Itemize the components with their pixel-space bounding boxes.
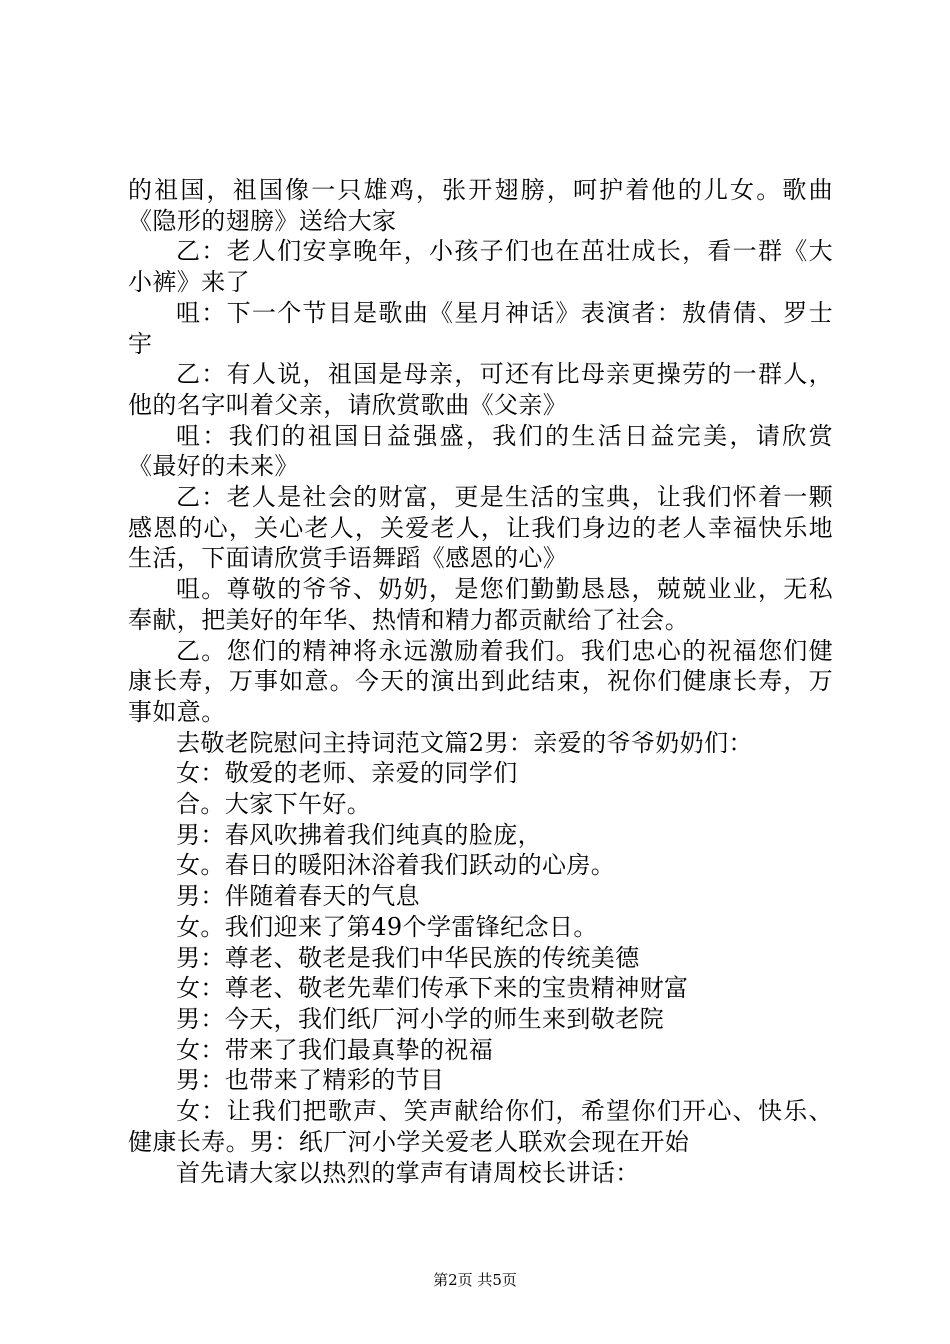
paragraph: 的祖国，祖国像一只雄鸡，张开翅膀，呵护着他的儿女。歌曲《隐形的翅膀》送给大家 <box>128 176 833 235</box>
paragraph: 女：带来了我们最真挚的祝福 <box>176 1035 494 1064</box>
paragraph: 男：伴随着春天的气息 <box>176 882 420 911</box>
paragraph: 女：让我们把歌声、笑声献给你们，希望你们开心、快乐、健康长寿。男：纸厂河小学关爱老人联欢会现在开始 <box>128 1097 833 1156</box>
paragraph: 男：今天，我们纸厂河小学的师生来到敬老院 <box>176 1004 664 1033</box>
paragraph: 乙：有人说，祖国是母亲，可还有比母亲更操劳的一群人，他的名字叫着父亲，请欣赏歌曲《父亲》 <box>128 360 833 419</box>
paragraph: 咀。尊敬的爷爷、奶奶，是您们勤勤恳恳，兢兢业业，无私奉献，把美好的年华、热情和精力都贡献给了社会。 <box>128 575 833 634</box>
paragraph: 女：敬爱的老师、亲爱的同学们 <box>176 759 518 788</box>
paragraph: 咀：我们的祖国日益强盛，我们的生活日益完美，请欣赏《最好的未来》 <box>128 421 833 481</box>
paragraph: 去敬老院慰问主持词范文篇2男：亲爱的爷爷奶奶们： <box>176 728 753 757</box>
paragraph: 乙：老人是社会的财富，更是生活的宝典，让我们怀着一颗感恩的心，关心老人，关爱老人，让我们身边的老人幸福快乐地生活，下面请欣赏手语舞蹈《感恩的心》 <box>128 483 833 573</box>
paragraph: 男：春风吹拂着我们纯真的脸庞， <box>176 820 542 849</box>
paragraph: 女。春日的暖阳沐浴着我们跃动的心房。 <box>176 851 616 880</box>
paragraph: 合。大家下午好。 <box>176 790 372 819</box>
document-body <box>128 175 833 1188</box>
paragraph: 乙。您们的精神将永远激励着我们。我们忠心的祝福您们健康长寿，万事如意。今天的演出到此结束，祝你们健康长寿，万事如意。 <box>128 636 833 726</box>
paragraph: 男：也带来了精彩的节目 <box>176 1066 445 1095</box>
paragraph: 男：尊老、敬老是我们中华民族的传统美德 <box>176 943 640 972</box>
paragraph: 女。我们迎来了第49个学雷锋纪念日。 <box>176 912 598 941</box>
page-footer: 第2页 共5页 <box>433 1271 517 1289</box>
paragraph: 乙：老人们安享晚年，小孩子们也在茁壮成长，看一群《大小裤》来了 <box>128 237 833 297</box>
paragraph: 首先请大家以热烈的掌声有请周校长讲话： <box>176 1158 640 1187</box>
paragraph: 女：尊老、敬老先辈们传承下来的宝贵精神财富 <box>176 974 689 1003</box>
paragraph: 咀：下一个节目是歌曲《星月神话》表演者：敖倩倩、罗士宇 <box>128 298 833 358</box>
